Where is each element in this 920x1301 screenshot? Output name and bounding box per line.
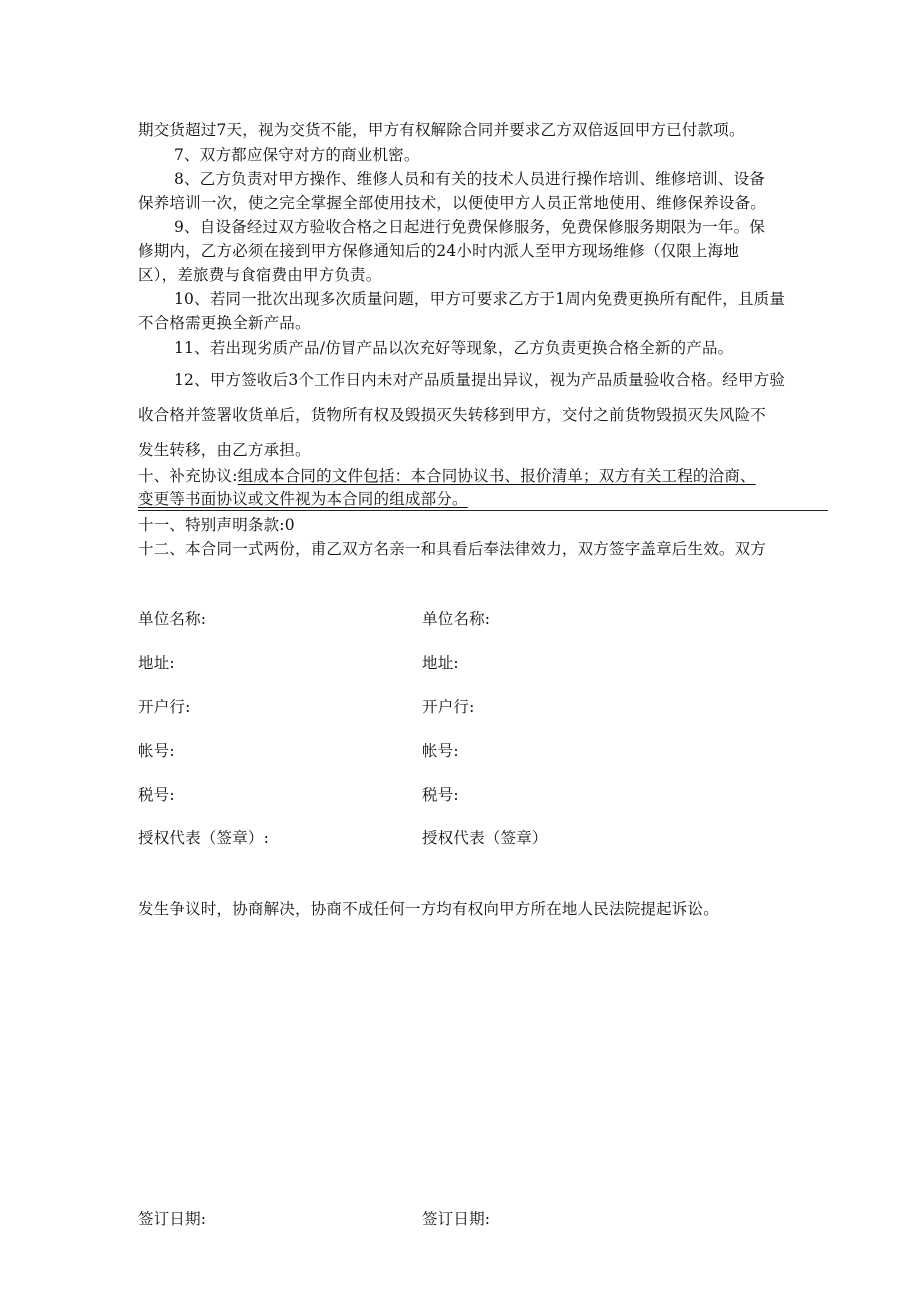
clause-9-line-2: 修期内，乙方必须在接到甲方保修通知后的24小时内派人至甲方现场维修（仅限上海地 xyxy=(138,242,740,260)
section-10-line-2 xyxy=(138,488,468,510)
clause-11: 11、若出现劣质产品/仿冒产品以次充好等现象，乙方负责更换合格全新的产品。 xyxy=(174,339,734,357)
right-account-label: 帐号: xyxy=(422,742,459,760)
clause-10-line-1: 10、若同一批次出现多次质量问题，甲方可要求乙方于1周内免费更换所有配件，且质量 xyxy=(174,290,786,308)
section-10-text-2: 变更等书面协议或文件视为本合同的组成部分。 xyxy=(138,490,468,508)
left-account-label: 帐号: xyxy=(138,742,175,760)
right-tax-id-label: 税号: xyxy=(422,786,459,804)
clause-10-line-2: 不合格需更换全新产品。 xyxy=(138,314,311,332)
paragraph-6-continuation: 期交货超过7天，视为交货不能，甲方有权解除合同并要求乙方双倍返回甲方已付款项。 xyxy=(138,121,745,139)
right-sign-date-label: 签订日期: xyxy=(422,1210,491,1228)
left-tax-id-label: 税号: xyxy=(138,786,175,804)
clause-12-line-3: 发生转移，由乙方承担。 xyxy=(138,441,311,459)
section-11: 十一、特别声明条款:0 xyxy=(138,516,295,534)
clause-9-line-3: 区），差旅费与食宿费由甲方负责。 xyxy=(138,266,382,284)
dispute-clause: 发生争议时，协商解决，协商不成任何一方均有权向甲方所在地人民法院提起诉讼。 xyxy=(138,900,719,918)
section-10-line-1 xyxy=(138,465,756,487)
clause-8-line-1: 8、乙方负责对甲方操作、维修人员和有关的技术人员进行操作培训、维修培训、设备 xyxy=(174,170,765,188)
clause-12-line-1: 12、甲方签收后3个工作日内未对产品质量提出异议，视为产品质量验收合格。经甲方验 xyxy=(174,371,786,389)
left-address-label: 地址: xyxy=(138,654,175,672)
right-representative-label: 授权代表（签章） xyxy=(422,829,548,847)
right-address-label: 地址: xyxy=(422,654,459,672)
clause-12-line-2: 收合格并签署收货单后，货物所有权及毁损灭失转移到甲方，交付之前货物毁损灭失风险不 xyxy=(138,406,767,424)
left-representative-label: 授权代表（签章）: xyxy=(138,829,270,847)
section-12: 十二、本合同一式两份，甫乙双方名亲一和具看后奉法律效力，双方签字盖章后生效。双方 xyxy=(138,540,767,558)
section-10-label: 十、补充协议: xyxy=(138,467,238,485)
clause-8-line-2: 保养培训一次，使之完全掌握全部使用技术，以便使甲方人员正常地使用、维修保养设备。 xyxy=(138,194,767,212)
horizontal-rule xyxy=(138,510,828,511)
right-bank-label: 开户行: xyxy=(422,698,475,716)
section-10-text-1: 组成本合同的文件包括：本合同协议书、报价清单；双方有关工程的洽商、 xyxy=(237,467,756,485)
left-unit-name-label: 单位名称: xyxy=(138,610,207,628)
clause-9-line-1: 9、自设备经过双方验收合格之日起进行免费保修服务，免费保修服务期限为一年。保 xyxy=(174,218,765,236)
clause-7: 7、双方都应保守对方的商业机密。 xyxy=(174,146,420,164)
right-unit-name-label: 单位名称: xyxy=(422,610,491,628)
left-bank-label: 开户行: xyxy=(138,698,191,716)
left-sign-date-label: 签订日期: xyxy=(138,1210,207,1228)
